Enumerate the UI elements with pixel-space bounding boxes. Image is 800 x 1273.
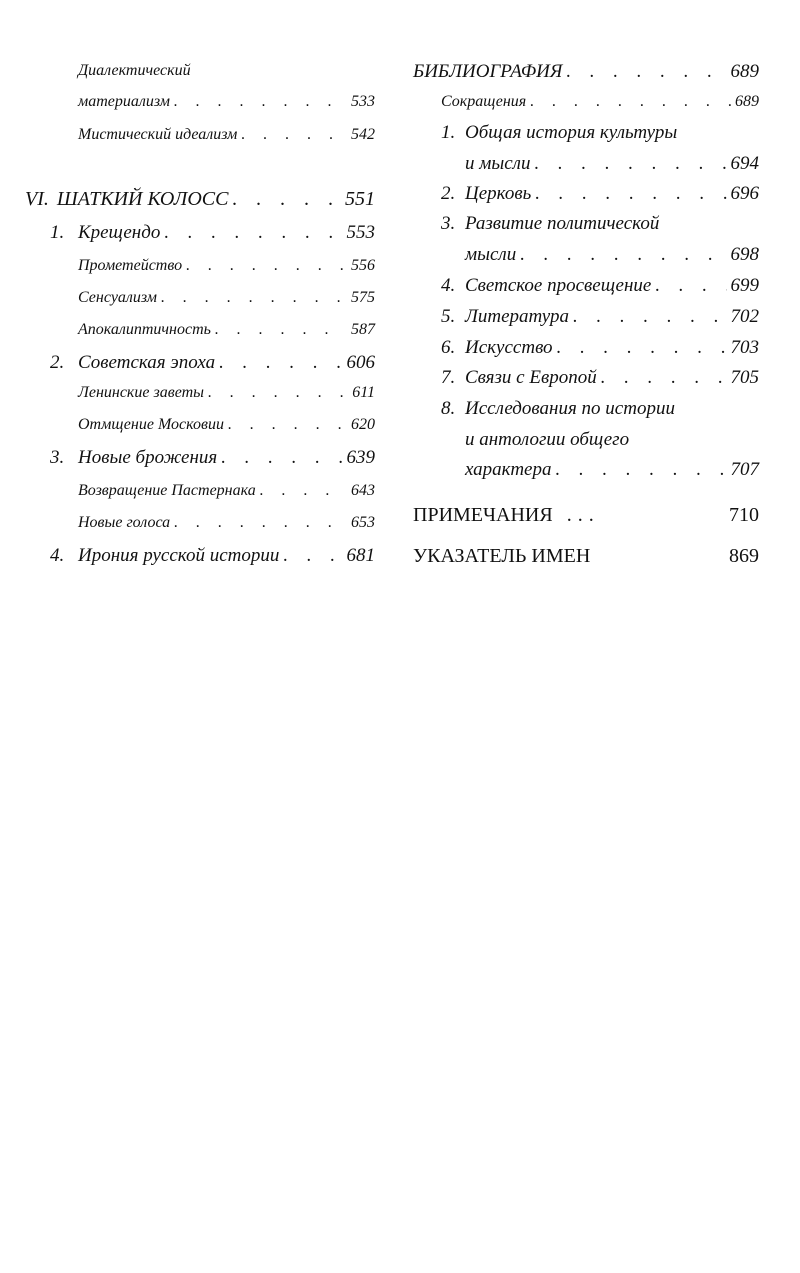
dot-leader	[215, 321, 347, 339]
toc-subentry[interactable]	[78, 514, 375, 532]
page-number: 703	[730, 337, 759, 358]
entry-title: Ленинские заветы	[78, 384, 204, 401]
entry-title: и мысли	[465, 153, 531, 174]
entry-title: Ирония русской истории	[78, 545, 280, 566]
chapter-number: 3.	[50, 447, 65, 468]
part-number: VI.	[25, 188, 49, 210]
page-number: 869	[729, 545, 759, 567]
dot-leader	[566, 61, 726, 83]
item-number: 7.	[441, 367, 456, 388]
toc-bib-item-2[interactable]	[441, 183, 759, 205]
dot-leader	[221, 447, 342, 469]
toc-name-index[interactable]	[413, 545, 759, 568]
toc-chapter-3[interactable]	[50, 447, 375, 469]
toc-part-vi[interactable]	[25, 188, 375, 211]
page-number: 606	[346, 352, 375, 373]
entry-title: Связи с Европой	[465, 367, 597, 388]
toc-chapter-2[interactable]	[50, 352, 375, 374]
entry-title: УКАЗАТЕЛЬ ИМЕН	[413, 545, 591, 567]
entry-title: Общая история культуры	[465, 122, 678, 143]
entry-title: Церковь	[465, 183, 532, 204]
toc-bib-item-6[interactable]	[441, 337, 759, 359]
item-number: 6.	[441, 337, 456, 358]
toc-abbreviations[interactable]	[441, 93, 759, 111]
page-number: 556	[351, 257, 375, 274]
page-number: 696	[730, 183, 759, 204]
page-number: 705	[730, 367, 759, 388]
page-number: 551	[345, 188, 375, 210]
entry-title: Новые голоса	[78, 514, 171, 531]
toc-subentry[interactable]	[78, 416, 375, 434]
toc-bib-item-4[interactable]	[441, 275, 759, 297]
dot-leader	[219, 352, 342, 374]
toc-chapter-1[interactable]	[50, 222, 375, 244]
toc-bib-item-8[interactable]	[441, 398, 675, 420]
dot-leader	[535, 183, 726, 205]
dot-leader	[534, 153, 726, 175]
entry-title: Сокращения	[441, 93, 527, 110]
page-number: 689	[735, 93, 759, 110]
dot-leader	[520, 244, 726, 266]
entry-title: Новые брожения	[78, 447, 218, 468]
toc-bib-item-1[interactable]	[465, 153, 759, 175]
entry-title: ПРИМЕЧАНИЯ	[413, 504, 553, 526]
entry-title: Отмщение Московии	[78, 416, 224, 433]
entry-title: Сенсуализм	[78, 289, 157, 306]
dot-leader	[174, 93, 347, 111]
dot-leader	[232, 188, 341, 211]
item-number: 1.	[441, 122, 456, 143]
page-number: 710	[729, 504, 759, 526]
toc-bib-item-8[interactable]	[465, 459, 759, 481]
entry-title: характера	[465, 459, 552, 480]
toc-bib-item-5[interactable]	[441, 306, 759, 328]
dot-leader	[601, 367, 727, 389]
toc-bibliography[interactable]	[413, 61, 759, 83]
chapter-number: 1.	[50, 222, 65, 243]
entry-title: Исследования по истории	[465, 398, 675, 419]
entry-title: БИБЛИОГРАФИЯ	[413, 61, 563, 82]
toc-subentry[interactable]	[78, 482, 375, 500]
toc-subentry[interactable]	[78, 257, 375, 275]
entry-title: Крещендо	[78, 222, 161, 243]
page-number: 553	[346, 222, 375, 243]
toc-bib-item-8[interactable]	[465, 429, 629, 451]
page-number: 653	[351, 514, 375, 531]
toc-bib-item-1[interactable]	[441, 122, 677, 144]
entry-title: мысли	[465, 244, 517, 265]
page-number: 702	[730, 306, 759, 327]
page-number: 639	[346, 447, 375, 468]
page-number: 694	[730, 153, 759, 174]
entry-title: Светское просвещение	[465, 275, 652, 296]
page-number: 620	[351, 416, 375, 433]
dot-leader	[164, 222, 342, 244]
entry-title: Развитие политической	[465, 213, 660, 234]
item-number: 4.	[441, 275, 456, 296]
entry-title: Советская эпоха	[78, 352, 216, 373]
entry-title: Литература	[465, 306, 569, 327]
toc-bib-item-7[interactable]	[441, 367, 759, 389]
item-number: 3.	[441, 213, 456, 234]
dot-leader	[208, 384, 348, 402]
page-number: 643	[351, 482, 375, 499]
dot-leader	[555, 459, 726, 481]
page-number: 611	[352, 384, 375, 401]
dot-leader	[655, 275, 726, 297]
page-number: 699	[730, 275, 759, 296]
item-number: 5.	[441, 306, 456, 327]
chapter-number: 4.	[50, 545, 65, 566]
dot-leader	[530, 93, 731, 111]
dot-leader	[186, 257, 347, 275]
dot-leader: ...	[566, 504, 600, 526]
page-number: 587	[351, 321, 375, 338]
toc-bib-item-3[interactable]	[465, 244, 759, 266]
page-number: 681	[346, 545, 375, 566]
entry-title: ШАТКИЙ КОЛОСС	[56, 188, 229, 210]
page-number: 707	[730, 459, 759, 480]
item-number: 2.	[441, 183, 456, 204]
dot-leader	[557, 337, 727, 359]
toc-notes[interactable]	[413, 504, 759, 527]
entry-title: Диалектический	[78, 62, 191, 79]
item-number: 8.	[441, 398, 456, 419]
page-number: 542	[351, 126, 375, 143]
entry-title: Прометейство	[78, 257, 183, 274]
page-number: 533	[351, 93, 375, 110]
toc-chapter-4[interactable]	[50, 545, 375, 567]
page-number: 698	[730, 244, 759, 265]
dot-leader	[174, 514, 347, 532]
page-number: 575	[351, 289, 375, 306]
dot-leader	[283, 545, 342, 567]
dot-leader	[228, 416, 347, 434]
page-number: 689	[730, 61, 759, 82]
entry-title: Апокалиптичность	[78, 321, 211, 338]
toc-subentry[interactable]	[78, 321, 375, 339]
toc-entry-dialectical[interactable]	[78, 62, 191, 80]
toc-subentry[interactable]	[78, 384, 375, 402]
toc-bib-item-3[interactable]	[441, 213, 659, 235]
entry-title: материализм	[78, 93, 170, 110]
dot-leader	[161, 289, 347, 307]
toc-entry-dialectical[interactable]	[78, 93, 375, 111]
entry-title: Мистический идеализм	[78, 126, 238, 143]
entry-title: и антологии общего	[465, 429, 630, 450]
entry-title: Возвращение Пастернака	[78, 482, 256, 499]
entry-title: Искусство	[465, 337, 553, 358]
toc-entry-mystical[interactable]	[78, 126, 375, 144]
dot-leader	[573, 306, 727, 328]
toc-subentry[interactable]	[78, 289, 375, 307]
chapter-number: 2.	[50, 352, 65, 373]
dot-leader	[260, 482, 347, 500]
dot-leader	[241, 126, 347, 144]
